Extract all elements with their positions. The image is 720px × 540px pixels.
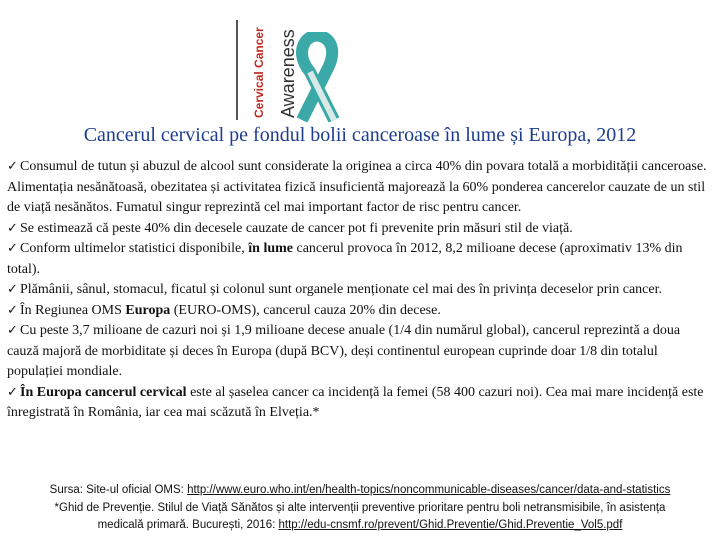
bullet-text-bold: În Europa cancerul cervical: [20, 384, 187, 400]
bullet-item: [7, 157, 713, 219]
bullet-text: Plămânii, sânul, stomacul, ficatul și colonul sunt organele menționate cel mai des în privința deceselor prin cancer.: [20, 282, 662, 297]
awareness-ribbon-icon: [288, 32, 346, 122]
bullet-text: (EURO-OMS), cancerul cauza 20% din decese.: [170, 302, 441, 318]
bullet-text: În Regiunea OMS: [20, 302, 126, 318]
footnote-line2-prefix: medicală primară. București, 2016:: [97, 519, 279, 531]
bullet-item: [7, 239, 713, 280]
footnote: [0, 500, 720, 534]
checkmark-icon: ✓: [7, 241, 18, 256]
bullet-item: [7, 301, 713, 322]
source-link[interactable]: http://www.euro.who.int/en/health-topics/noncommunicable-diseases/cancer/data-and-statistics: [187, 484, 671, 496]
footnote-line1: *Ghid de Prevenție. Stilul de Viață Sănătos și alte intervenții preventive prioritare pentru boli netransmisibile, în asistența: [54, 502, 666, 514]
checkmark-icon: ✓: [7, 323, 18, 338]
bullet-text: Se estimează că peste 40% din decesele cauzate de cancer pot fi prevenite prin măsuri stil de viață.: [20, 220, 573, 236]
bullet-text: cancerul provoca în 2012, 8,2 milioane decese (aproximativ 13% din total).: [7, 241, 683, 277]
bullet-text: Consumul de tutun și abuzul de alcool sunt considerate la originea a circa 40% din povara totală a morbidității canceroase. Alimentația nesănătoasă, obezitatea și activitatea fizică insuficientă majorează la 60% ponderea cancerelor cauzate de un stil de viață nesănătos. Fumatul singur reprezintă cel mai important factor de risc pentru cancer.: [7, 159, 707, 215]
checkmark-icon: ✓: [7, 159, 18, 174]
source-prefix: Sursa: Site-ul oficial OMS:: [49, 484, 188, 496]
source-line: [0, 482, 720, 498]
bullet-text-bold: în lume: [248, 241, 293, 256]
checkmark-icon: ✓: [7, 302, 18, 318]
bullet-text: Conform ultimelor statistici disponibile,: [20, 241, 249, 256]
bullet-item: [7, 280, 713, 301]
bullet-text: este al șaselea cancer ca incidență la femei (58 400 cazuri noi). Cea mai mare incidență este înregistrată în România, iar cea mai scăzută în Elveția.*: [7, 384, 704, 420]
logo-text-line2: Awareness: [278, 29, 298, 118]
bullet-item: [7, 321, 713, 383]
bullet-item: [7, 383, 713, 424]
footnote-link[interactable]: http://edu-cnsmf.ro/prevent/Ghid.Preventie/Ghid.Preventie_Vol5.pdf: [278, 519, 623, 531]
checkmark-icon: ✓: [7, 282, 18, 297]
page-title: Cancerul cervical pe fondul bolii canceroase în lume și Europa, 2012: [83, 124, 637, 146]
bullet-text: Cu peste 3,7 milioane de cazuri noi și 1,9 milioane decese anuale (1/4 din numărul global), cancerul reprezintă a doua cauză majoră de morbiditate și deces în Europa (după BCV), deși continentul european cuprinde doar 1/8 din totalul populației mondiale.: [7, 323, 681, 379]
bullet-item: [7, 219, 713, 240]
cervical-cancer-awareness-logo: [236, 20, 346, 120]
checkmark-icon: ✓: [7, 384, 18, 400]
bullet-list: [7, 157, 713, 424]
checkmark-icon: ✓: [7, 220, 18, 236]
bullet-text-bold: Europa: [125, 302, 171, 318]
logo-text-line1: Cervical Cancer: [252, 27, 266, 118]
